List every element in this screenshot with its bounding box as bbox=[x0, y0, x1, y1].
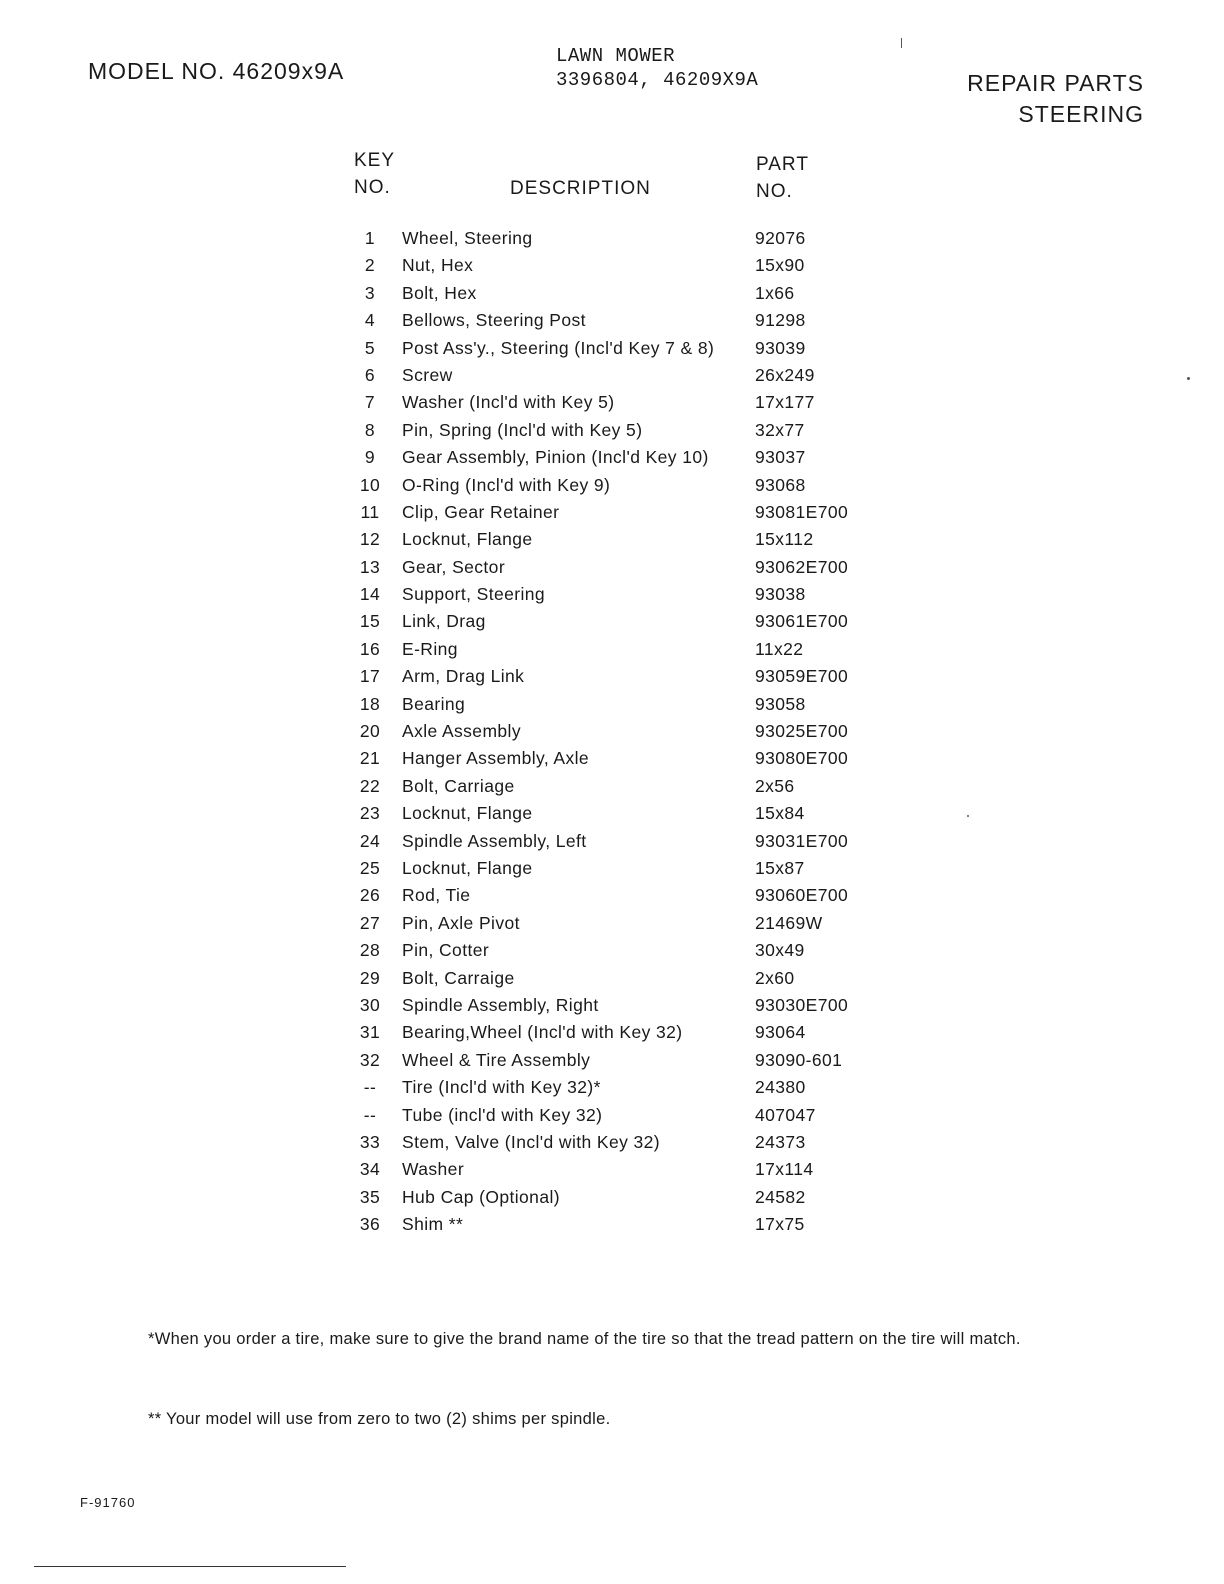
part-number: 17x114 bbox=[755, 1159, 814, 1180]
parts-row bbox=[0, 995, 1224, 1022]
section-title-line2: STEERING bbox=[1018, 101, 1144, 127]
part-key-number: 26 bbox=[359, 885, 381, 906]
part-number: 15x87 bbox=[755, 857, 805, 878]
parts-row bbox=[0, 1159, 1224, 1186]
part-number: 93058 bbox=[755, 693, 806, 714]
part-description: Hub Cap (Optional) bbox=[402, 1186, 560, 1207]
part-number: 93059E700 bbox=[755, 666, 849, 687]
column-header-part-line1: PART bbox=[756, 154, 809, 175]
part-description: Locknut, Flange bbox=[402, 803, 533, 824]
parts-row bbox=[0, 392, 1224, 419]
parts-row bbox=[0, 1187, 1224, 1214]
parts-row bbox=[0, 1022, 1224, 1049]
part-number: 2x60 bbox=[755, 967, 795, 988]
part-number: 1x66 bbox=[755, 282, 795, 303]
part-key-number: 8 bbox=[364, 419, 376, 440]
parts-row bbox=[0, 228, 1224, 255]
part-key-number: 5 bbox=[364, 337, 376, 358]
part-key-number: 3 bbox=[364, 282, 376, 303]
part-key-number: 2 bbox=[364, 255, 376, 276]
part-description: Pin, Cotter bbox=[402, 940, 490, 961]
part-key-number: 23 bbox=[359, 803, 381, 824]
part-number: 93061E700 bbox=[755, 611, 849, 632]
column-header-description: DESCRIPTION bbox=[510, 178, 651, 199]
part-number: 93090-601 bbox=[755, 1049, 843, 1070]
part-description: Screw bbox=[402, 364, 453, 385]
scan-speck bbox=[1187, 377, 1190, 380]
part-number: 24373 bbox=[755, 1131, 806, 1152]
part-number: 93037 bbox=[755, 447, 806, 468]
part-number: 93030E700 bbox=[755, 994, 849, 1015]
part-description: Tire (Incl'd with Key 32)* bbox=[402, 1077, 601, 1098]
part-description: Washer (Incl'd with Key 5) bbox=[402, 392, 615, 413]
part-number: 17x75 bbox=[755, 1214, 805, 1235]
part-key-number: 7 bbox=[364, 392, 376, 413]
parts-row bbox=[0, 721, 1224, 748]
parts-row bbox=[0, 420, 1224, 447]
part-key-number: -- bbox=[363, 1104, 377, 1125]
parts-row bbox=[0, 666, 1224, 693]
parts-row bbox=[0, 968, 1224, 995]
parts-row bbox=[0, 803, 1224, 830]
part-description: Pin, Axle Pivot bbox=[402, 912, 520, 933]
part-description: Clip, Gear Retainer bbox=[402, 501, 560, 522]
part-number: 407047 bbox=[755, 1104, 816, 1125]
part-key-number: 29 bbox=[359, 967, 381, 988]
product-heading bbox=[556, 44, 758, 92]
parts-row bbox=[0, 831, 1224, 858]
part-number: 93025E700 bbox=[755, 721, 849, 742]
form-number: F-91760 bbox=[80, 1495, 136, 1510]
part-key-number: 25 bbox=[359, 857, 381, 878]
part-number: 93039 bbox=[755, 337, 806, 358]
parts-row bbox=[0, 310, 1224, 337]
part-key-number: 14 bbox=[359, 584, 381, 605]
parts-row bbox=[0, 885, 1224, 912]
part-number: 93038 bbox=[755, 584, 806, 605]
product-name: LAWN MOWER bbox=[556, 45, 676, 67]
part-key-number: 24 bbox=[359, 830, 381, 851]
part-description: Locknut, Flange bbox=[402, 529, 533, 550]
part-key-number: 27 bbox=[359, 912, 381, 933]
parts-row bbox=[0, 529, 1224, 556]
part-description: Hanger Assembly, Axle bbox=[402, 748, 590, 769]
parts-row bbox=[0, 1105, 1224, 1132]
column-header-key bbox=[354, 147, 395, 201]
part-description: Bolt, Carriage bbox=[402, 775, 515, 796]
parts-row bbox=[0, 475, 1224, 502]
part-key-number: 6 bbox=[364, 364, 376, 385]
part-number: 93080E700 bbox=[755, 748, 849, 769]
model-number: MODEL NO. 46209x9A bbox=[88, 58, 345, 84]
parts-row bbox=[0, 502, 1224, 529]
product-model-numbers: 3396804, 46209X9A bbox=[556, 69, 759, 91]
shim-note: ** Your model will use from zero to two (2) shims per spindle. bbox=[148, 1410, 611, 1428]
part-number: 93068 bbox=[755, 474, 806, 495]
part-description: Bearing bbox=[402, 693, 466, 714]
parts-row bbox=[0, 584, 1224, 611]
part-number: 21469W bbox=[755, 912, 823, 933]
part-description: Washer bbox=[402, 1159, 465, 1180]
parts-row bbox=[0, 557, 1224, 584]
parts-row bbox=[0, 255, 1224, 282]
part-number: 24582 bbox=[755, 1186, 806, 1207]
scan-speck bbox=[967, 815, 969, 817]
part-description: Post Ass'y., Steering (Incl'd Key 7 & 8) bbox=[402, 337, 715, 358]
parts-row bbox=[0, 1050, 1224, 1077]
part-key-number: 9 bbox=[364, 447, 376, 468]
part-number: 30x49 bbox=[755, 940, 805, 961]
parts-row bbox=[0, 1132, 1224, 1159]
parts-row bbox=[0, 1077, 1224, 1104]
part-key-number: 32 bbox=[359, 1049, 381, 1070]
part-number: 93081E700 bbox=[755, 501, 849, 522]
part-number: 92076 bbox=[755, 228, 806, 248]
parts-list bbox=[0, 228, 1224, 1241]
parts-row bbox=[0, 940, 1224, 967]
part-number: 15x90 bbox=[755, 255, 805, 276]
part-key-number: 17 bbox=[359, 666, 381, 687]
part-key-number: 4 bbox=[364, 310, 376, 331]
section-title-line1: REPAIR PARTS bbox=[967, 70, 1144, 96]
part-description: Spindle Assembly, Left bbox=[402, 830, 587, 851]
part-description: Bearing,Wheel (Incl'd with Key 32) bbox=[402, 1022, 683, 1043]
part-description: Wheel & Tire Assembly bbox=[402, 1049, 591, 1070]
part-key-number: 16 bbox=[359, 638, 381, 659]
part-description: O-Ring (Incl'd with Key 9) bbox=[402, 474, 611, 495]
part-key-number: 33 bbox=[359, 1131, 381, 1152]
part-number: 93062E700 bbox=[755, 556, 849, 577]
part-number: 26x249 bbox=[755, 364, 815, 385]
part-number: 15x112 bbox=[755, 529, 814, 550]
parts-row bbox=[0, 365, 1224, 392]
section-title bbox=[967, 68, 1144, 130]
part-key-number: 34 bbox=[359, 1159, 381, 1180]
part-key-number: 20 bbox=[359, 721, 381, 742]
part-key-number: 31 bbox=[359, 1022, 381, 1043]
parts-row bbox=[0, 611, 1224, 638]
column-header-key-line2: NO. bbox=[354, 177, 391, 198]
part-description: Gear Assembly, Pinion (Incl'd Key 10) bbox=[402, 447, 709, 468]
part-key-number: 18 bbox=[359, 693, 381, 714]
parts-row bbox=[0, 447, 1224, 474]
scan-speck bbox=[901, 38, 902, 48]
part-number: 17x177 bbox=[755, 392, 815, 413]
tire-note: *When you order a tire, make sure to give the brand name of the tire so that the tread pattern on the tire will match. bbox=[148, 1330, 1021, 1348]
part-description: Support, Steering bbox=[402, 584, 545, 605]
part-number: 15x84 bbox=[755, 803, 805, 824]
parts-row bbox=[0, 858, 1224, 885]
part-description: Link, Drag bbox=[402, 611, 486, 632]
part-key-number: 21 bbox=[359, 748, 381, 769]
part-key-number: 30 bbox=[359, 994, 381, 1015]
part-key-number: 1 bbox=[364, 228, 376, 248]
part-description: Bolt, Carraige bbox=[402, 967, 515, 988]
parts-row bbox=[0, 639, 1224, 666]
part-description: E-Ring bbox=[402, 638, 458, 659]
part-description: Rod, Tie bbox=[402, 885, 471, 906]
part-key-number: 36 bbox=[359, 1214, 381, 1235]
part-key-number: 22 bbox=[359, 775, 381, 796]
part-description: Shim ** bbox=[402, 1214, 464, 1235]
part-description: Pin, Spring (Incl'd with Key 5) bbox=[402, 419, 643, 440]
part-key-number: 12 bbox=[359, 529, 381, 550]
part-key-number: -- bbox=[363, 1077, 377, 1098]
part-description: Arm, Drag Link bbox=[402, 666, 525, 687]
parts-row bbox=[0, 1214, 1224, 1241]
parts-row bbox=[0, 283, 1224, 310]
part-number: 91298 bbox=[755, 310, 806, 331]
part-description: Bellows, Steering Post bbox=[402, 310, 586, 331]
part-description: Stem, Valve (Incl'd with Key 32) bbox=[402, 1131, 660, 1152]
column-header-key-line1: KEY bbox=[354, 150, 396, 171]
part-number: 32x77 bbox=[755, 419, 805, 440]
part-key-number: 11 bbox=[360, 501, 380, 522]
part-number: 2x56 bbox=[755, 775, 795, 796]
parts-row bbox=[0, 338, 1224, 365]
parts-row bbox=[0, 748, 1224, 775]
part-description: Axle Assembly bbox=[402, 721, 521, 742]
part-number: 24380 bbox=[755, 1077, 806, 1098]
part-key-number: 15 bbox=[359, 611, 381, 632]
column-header-part bbox=[756, 151, 809, 205]
part-number: 11x22 bbox=[755, 638, 804, 659]
part-description: Wheel, Steering bbox=[402, 228, 533, 248]
part-key-number: 28 bbox=[359, 940, 381, 961]
part-key-number: 10 bbox=[359, 474, 381, 495]
part-number: 93031E700 bbox=[755, 830, 849, 851]
parts-row bbox=[0, 694, 1224, 721]
part-number: 93060E700 bbox=[755, 885, 849, 906]
part-number: 93064 bbox=[755, 1022, 806, 1043]
part-key-number: 13 bbox=[359, 556, 381, 577]
parts-row bbox=[0, 776, 1224, 803]
part-description: Spindle Assembly, Right bbox=[402, 994, 599, 1015]
part-description: Tube (incl'd with Key 32) bbox=[402, 1104, 603, 1125]
bottom-rule bbox=[34, 1566, 346, 1567]
part-description: Bolt, Hex bbox=[402, 282, 477, 303]
parts-row bbox=[0, 913, 1224, 940]
part-description: Gear, Sector bbox=[402, 556, 506, 577]
part-key-number: 35 bbox=[359, 1186, 381, 1207]
part-description: Nut, Hex bbox=[402, 255, 474, 276]
part-description: Locknut, Flange bbox=[402, 857, 533, 878]
column-header-part-line2: NO. bbox=[756, 181, 793, 202]
